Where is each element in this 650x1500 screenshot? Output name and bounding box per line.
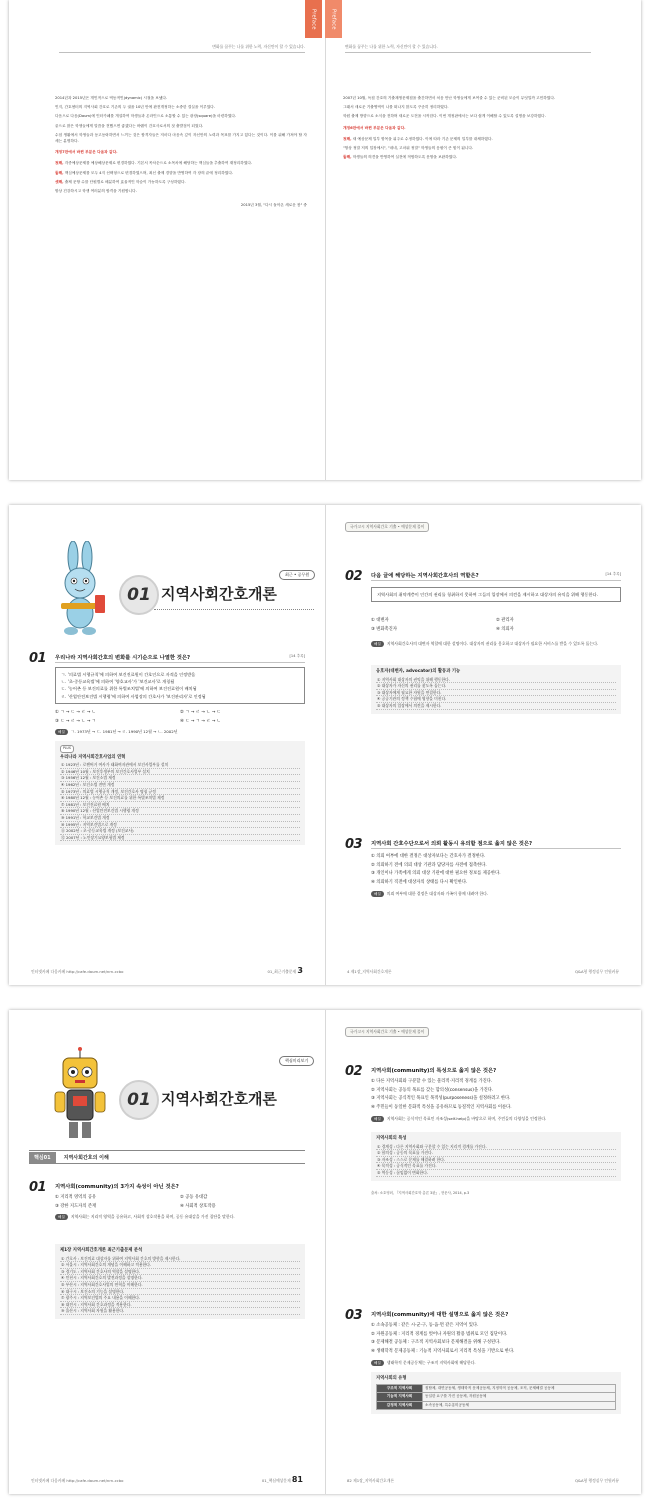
options <box>371 617 621 634</box>
statement: ㄷ. '농어촌 등 보건의료를 위한 특별조치법'에 의하여 보건진료원이 배치됨 <box>61 686 197 692</box>
preface-quote: "항상 정말 저의 입장에서", "네네, 고마워 정말" 학생들의 응원이 큰 힘이 됩니다. <box>343 146 474 151</box>
table-cell: 구조적 지역사회 <box>377 1384 423 1393</box>
question-number: 02 <box>345 1064 363 1079</box>
preface-item <box>55 179 307 185</box>
preface-signature: 2015년 3월, "다시 돌아온 새로운 봄" 중 <box>240 203 307 208</box>
chapter-title: 지역사회간호개론 <box>161 585 277 603</box>
table-cell: 동일한 요구를 가진 공동체, 자원공동체 <box>423 1393 616 1402</box>
tip-item: ② 서울시 : 지역사회간호의 개념을 이해하고 적용한다. <box>60 1262 300 1269</box>
table-row <box>377 1393 616 1402</box>
statement: ㄱ. '의료법 시행규칙'에 의하여 보건진료원이 간호인으로 자격을 인정받음 <box>61 672 196 677</box>
answer-tag: 해설 <box>371 641 384 647</box>
paragraph: 그래서 새로운 기출영역이 나를 떠나지 않도록 꾸준히 정리하였다. <box>343 105 449 110</box>
answer-text: 지역사회는 공식적인 목표인 자조성(self-help)을 바탕으로 하며, 주민들의 다양성을 인정한다. <box>386 1116 547 1121</box>
chapter-badge: 최근 • 공무원 <box>279 570 315 580</box>
plus-tip-box <box>55 741 305 845</box>
question-number: 03 <box>345 1308 363 1323</box>
item-text: 핵심예상문제를 모두 4지 선택형으로 변경하였으며, 최신 출제 경향을 반영하여 각 장의 끝에 정리하였다. <box>64 170 234 175</box>
community-type-table <box>376 1384 616 1411</box>
analysis-box <box>55 1244 305 1319</box>
answer <box>371 1116 621 1122</box>
tip-item: ① 경계성 : 다른 지역사회와 구분할 수 있는 지리적 경계를 가진다. <box>376 1144 616 1151</box>
question-number: 02 <box>345 569 363 584</box>
preface-header: 변화를 꿈꾸는 나를 위한 노력, 자신만이 할 수 있습니다. <box>345 44 591 53</box>
tip-list <box>60 762 300 841</box>
tip-item: ⑩ 1995년 : 지역보건법으로 개정 <box>60 822 300 829</box>
option[interactable]: ① 소속공동체 : 같은 시·군·구, 동·읍·면 같은 지역이 있다. <box>371 1323 479 1328</box>
paragraph: 2007년 10월, 독집 간호의 기출재생문제집을 출간하면서 처음 만난 학생들에게 보여줄 수 있는 준비된 모습이 무엇일까 고민하였다. <box>343 96 556 100</box>
tip-item: ⑨ 울산시 : 지역사회 자원을 활용한다. <box>60 1308 300 1315</box>
section-title: 지역사회간호의 이해 <box>63 1154 109 1161</box>
question-01 <box>29 1182 305 1242</box>
footer-left: 4 제1장_지역사회간호개론 <box>347 969 392 974</box>
page-number: 81 <box>291 1475 303 1484</box>
table-row <box>377 1384 616 1393</box>
item-text: 학생들의 의견을 반영하여 실전에 적합하도록 문항을 보완하였다. <box>352 155 458 160</box>
preface-item <box>343 154 595 160</box>
tip-item: ⑥ 대구시 : 보건소의 기능을 설명한다. <box>60 1289 300 1296</box>
options <box>371 1078 621 1112</box>
answer-tag: 해설 <box>55 729 68 735</box>
tip-item: ⑪ 2002년 : 초·중등교육법 개정 (보건교사) <box>60 828 300 835</box>
item-lead: 둘째, <box>343 155 352 160</box>
item-text: 출제 문항 수를 단원별로 배분하여 효율적인 학습이 가능하도록 구성하였다. <box>64 179 186 184</box>
question-02 <box>345 571 621 801</box>
option[interactable]: ③ ㄷ → ㄹ → ㄴ → ㄱ <box>55 718 96 724</box>
table-cell: 기능적 지역사회 <box>377 1393 423 1402</box>
tip-item: ② 1946년 10월 : 보건후생부의 보건간호사업부 설치 <box>60 769 300 776</box>
source-note: 출처: 소호영외, 『지역사회간호학 총론 3판』, 현문사, 2014, p.3 <box>371 1191 470 1195</box>
paragraph: 인지, 간호센터의 지역사회 간호로 기존의 두 권을 10년 만에 완전개정하는 소중한 결실을 이루었다. <box>55 105 216 110</box>
rabbit-mascot-icon <box>49 541 111 641</box>
page-3 <box>9 505 325 985</box>
tip-item: ① 1923년 : 로젠버거 여사가 태화여자관에서 보건사업부를 설치 <box>60 762 300 769</box>
question-text: 다음 글에 해당하는 지역사회간호사의 역할은? <box>371 573 479 579</box>
tip-item: ① 지역사회 대상자의 권익을 위해 행동한다. <box>376 677 616 684</box>
tip-item: ⑤ 1973년 : 의료법 시행규칙 개정, 보건간호사 명칭 규정 <box>60 789 300 796</box>
options <box>371 853 621 887</box>
preface-item <box>343 136 595 142</box>
answer-tag: 해설 <box>371 1360 384 1366</box>
option[interactable]: ③ 문제해결 공동체 : 구조적 지역사회보다 문제해결을 위해 구성된다. <box>371 1340 501 1345</box>
question-03 <box>345 1310 621 1460</box>
table-title: 지역사회의 유형 <box>376 1376 407 1381</box>
preface-red-heading: 개정6판에서 바뀐 부분은 다음과 같다. <box>343 125 406 130</box>
question-02 <box>345 1066 621 1266</box>
statement: ㄴ. '초·중등교육법'에 의하여 '양호교사'가 '보건교사'로 개칭됨 <box>61 679 175 685</box>
option[interactable]: ④ 생태학적 문제공동체 : 기능적 지역사회로서 지리적 특성을 기반으로 한다. <box>371 1348 515 1354</box>
question-number: 01 <box>29 651 47 666</box>
options <box>55 1194 305 1211</box>
question-number: 03 <box>345 837 363 852</box>
footer-section: 01_핵심예상문제 <box>261 1478 291 1483</box>
paragraph: 끝으로 많은 학생들에게 말씀을 전했으면 좋겠다는 바램이 간호사로서의 첫 출발점이 되었다. <box>55 123 204 128</box>
footer-right: Q&A형 행정실무 인원커뮤 <box>575 1478 619 1483</box>
tip-item: ③ 대상자에게 필요한 자원을 연결한다. <box>376 690 616 697</box>
footer-right <box>267 966 303 975</box>
answer <box>371 641 621 647</box>
question-03 <box>345 839 621 929</box>
option[interactable]: ③ 개인이나 가족에게 의뢰 대상 기관에 대한 필요한 정보를 제공한다. <box>371 871 501 876</box>
chapter-badge: 핵심미리보기 <box>279 1056 314 1066</box>
section-bar <box>29 1150 305 1164</box>
answer-tag: 해설 <box>371 891 384 897</box>
tip-box <box>371 1132 621 1181</box>
tip-list <box>376 1144 616 1177</box>
running-header: 국가고시 지역사회간호 기출 • 예상문제 풀이 <box>345 1027 429 1037</box>
preface-red-heading: 개정7판에서 바뀐 부분은 다음과 같다. <box>55 150 118 155</box>
option[interactable]: ③ 변화촉진자 <box>371 626 397 632</box>
option[interactable]: ③ 강한 지도자의 존재 <box>55 1203 97 1209</box>
divider <box>371 848 621 849</box>
tip-item: ⑥ 1980년 12월 : 농어촌 등 보건의료를 위한 특별조치법 제정 <box>60 795 300 802</box>
option[interactable]: ② 관리자 <box>496 618 514 623</box>
tip-list <box>60 1256 300 1315</box>
preface-left-body <box>55 95 307 208</box>
divider <box>154 609 314 610</box>
tip-title: 제1장 지역사회간호개론 최근기출문제 분석 <box>60 1248 143 1253</box>
question-text: 지역사회(community)의 3가지 속성이 아닌 것은? <box>55 1184 179 1190</box>
tip-item: ⑧ 1990년 12월 : 산업안전보건법 시행령 개정 <box>60 808 300 815</box>
tip-item: ② 합의성 : 공동의 목표를 가진다. <box>376 1150 616 1157</box>
paragraph: 학원 출제 방향으로 소식을 전하며 새로운 도전을 시작한다. 이번 개정판에서는 보다 쉽게 이해할 수 있도록 설명을 보강하였다. <box>343 114 546 119</box>
table-row <box>377 1401 616 1410</box>
option[interactable]: ④ 의뢰자 <box>496 626 514 632</box>
paragraph: 수험 생활에서 학생들과 동고동락하면서 느끼는 것은 합격자들은 저마다 마음속 깊이 자신만의 노력과 목표를 가지고 있다는 것이다. 이를 위해 가져야 할 자세는 분명하다. <box>55 132 307 144</box>
statement: ㄹ. '산업안전보건법 시행령'에 의하여 사업장의 간호사가 '보건관리자'로 인정됨 <box>61 693 206 699</box>
option[interactable]: ① 지리적 영역의 공유 <box>55 1195 97 1200</box>
preface-spread <box>9 0 641 480</box>
type-table-box <box>371 1372 621 1414</box>
preface-header: 변화를 꿈꾸는 나를 위한 노력, 자신만이 할 수 있습니다. <box>59 44 305 53</box>
answer <box>371 1360 621 1366</box>
footer-left: 82 제1장_지역사회간호개론 <box>347 1478 395 1483</box>
statement-box <box>55 667 305 704</box>
page-number: 3 <box>297 966 303 975</box>
preface-item <box>55 160 307 166</box>
option[interactable]: ③ 지역사회는 공식적인 목표인 목적성(purposeness)을 설정하려고 한다. <box>371 1096 511 1101</box>
option[interactable]: ④ 사회적 상호작용 <box>180 1203 216 1209</box>
question-source: [14 추록] <box>605 572 621 576</box>
item-text: 각종예상문제를 예상해상문제로 변경하였다. 기본서 목차순으로 소목차에 해당하는 핵심들을 추출하여 재정리하였다. <box>64 161 253 166</box>
question-text: 지역사회 간호수단으로서 의뢰 활동시 유의할 점으로 옳지 않은 것은? <box>371 841 533 847</box>
option[interactable]: ④ 의뢰하기 직전에 대상자의 상태를 다시 확인한다. <box>371 879 468 885</box>
tip-box <box>371 665 621 714</box>
table-cell: 집합체, 대면공동체, 생태학적 문제공동체, 지정학적 공동체, 조직, 문제해결 공동체 <box>423 1384 616 1393</box>
preface-right-page <box>325 0 641 480</box>
item-lead: 둘째, <box>55 170 64 175</box>
table-cell: 소속공동체, 특수흥미공동체 <box>423 1401 616 1410</box>
tip-item: ① 간호사 : 보건의료 대상자를 위하여 지역사회 간호의 방향을 제시한다. <box>60 1256 300 1263</box>
answer-text: 지역사회는 지리적 영역을 공유하고, 사회적 상호작용을 하며, 공동 유대감을 가진 집단을 말한다. <box>70 1214 235 1219</box>
running-header: 국가고시 지역사회간호 기출 • 예상문제 풀이 <box>345 522 429 532</box>
chapter-number: 01 <box>119 575 159 615</box>
preface-left-page <box>9 0 325 480</box>
question-text: 지역사회(community)의 특성으로 옳지 않은 것은? <box>371 1068 497 1074</box>
tip-item: ⑦ 1981년 : 보건진료원 배치 <box>60 802 300 809</box>
divider <box>55 662 305 663</box>
section-tag: 핵심01 <box>29 1152 56 1163</box>
options <box>55 709 305 726</box>
answer <box>55 729 305 735</box>
item-lead: 첫째, <box>343 136 352 141</box>
option[interactable]: ② ㄱ → ㄹ → ㄴ → ㄷ <box>180 710 221 715</box>
page-82 <box>325 1010 641 1494</box>
paragraph: 다음으로 다음(Daum)에 인터카페를 개설하여 학생들과 온라인으로 소통할 수 있는 광장(square)을 마련하였다. <box>55 114 237 119</box>
option[interactable]: ② 공동 유대감 <box>180 1195 208 1200</box>
page-81 <box>9 1010 325 1494</box>
chapter-spread-1 <box>9 505 641 985</box>
tip-item: ⑫ 2007년 : 노인장기요양보험법 제정 <box>60 835 300 842</box>
footer-section: 01_최근기출문제 <box>267 969 297 974</box>
options <box>371 1322 621 1356</box>
tip-item: ⑤ 부산시 : 지역사회간호사업의 연혁을 이해한다. <box>60 1282 300 1289</box>
answer-text: 의뢰 여부에 대한 결정은 대상자와 가족이 함께 내려야 한다. <box>386 891 489 896</box>
answer <box>371 891 621 897</box>
table-cell: 감정적 지역사회 <box>377 1401 423 1410</box>
question-number: 01 <box>29 1180 47 1195</box>
option[interactable]: ② 의뢰하기 전에 의뢰 대상 기관과 담당자를 사전에 접촉한다. <box>371 862 487 868</box>
answer-text: 지역사회간호사의 대변자 역할에 대한 설명이다. 대상자의 권리를 옹호하고 대상자가 필요한 서비스를 받을 수 있도록 돕는다. <box>386 641 599 646</box>
answer <box>55 1214 305 1220</box>
answer-text: 생태학적 문제공동체는 구조적 지역사회에 해당한다. <box>386 1360 476 1365</box>
tip-title: 지역사회의 특성 <box>376 1136 407 1141</box>
tip-item: ⑤ 대상자의 입장에서 의견을 제시한다. <box>376 703 616 710</box>
tip-item: ④ 인천시 : 지역사회간호의 발전과정을 설명한다. <box>60 1275 300 1282</box>
footer-right <box>262 1475 303 1484</box>
chapter-number: 01 <box>119 1080 159 1120</box>
preface-tab: Preface <box>305 0 322 38</box>
tip-title: 옹호자(대변자, advocator)의 활동과 기능 <box>376 669 461 674</box>
preface-right-body <box>343 95 595 163</box>
tip-item: ⑨ 1991년 : 학교보건법 개정 <box>60 815 300 822</box>
option[interactable]: ② 자원공동체 : 지리적 경계를 벗어나 자원의 활용 범위로 모인 집단이다. <box>371 1331 508 1337</box>
divider <box>371 580 621 581</box>
answer-tag: 해설 <box>371 1116 384 1122</box>
tip-item: ③ 경기도 : 지역사회 간호사의 역할을 설명한다. <box>60 1269 300 1276</box>
footer-left: 인터넷카페 다음카페 http://cafe.daum.net/nrn-ccbo <box>31 1478 124 1483</box>
option[interactable]: ④ 주민들이 동일한 문화적 특성을 공유하므로 동질적인 지역사회를 이룬다. <box>371 1104 512 1110</box>
option[interactable]: ② 지역사회는 공동의 목표를 갖는 합의성(consensus)을 가진다. <box>371 1087 494 1093</box>
preface-item <box>55 170 307 176</box>
item-lead: 셋째, <box>55 179 64 184</box>
tip-list <box>376 677 616 710</box>
option[interactable]: ① 대변자 <box>371 618 389 623</box>
item-text: 새 예상문제 일부 항목을 위주로 수정하였다. 이에 따라 기존 문제의 일부를 대체하였다. <box>352 136 493 141</box>
tip-item: ⑧ 대전시 : 지역사회 간호과정을 적용한다. <box>60 1302 300 1309</box>
plus-badge: PLUS <box>60 745 74 753</box>
option[interactable]: ① ㄱ → ㄷ → ㄹ → ㄴ <box>55 710 96 715</box>
paragraph: 항상 건강하시고 학생 여러분의 합격을 기원합니다. <box>55 189 137 194</box>
option[interactable]: ① 의뢰 여부에 대한 결정은 대상자보다는 간호사가 결정한다. <box>371 854 486 859</box>
answer-text: ㄱ. 1973년 → ㄷ. 1981년 → ㄹ. 1990년 12월 → ㄴ. 2002년 <box>70 729 178 734</box>
tip-item: ③ 1956년 12월 : 보건소법 제정 <box>60 775 300 782</box>
robot-mascot-icon <box>49 1046 111 1146</box>
tip-item: ② 대상자가 자신의 권리를 찾도록 돕는다. <box>376 683 616 690</box>
question-text: 지역사회(community)에 대한 설명으로 옳지 않은 것은? <box>371 1312 509 1318</box>
question-source: [14 추록] <box>289 654 305 658</box>
tip-title: 우리나라 지역사회간호사업의 연혁 <box>60 754 126 760</box>
tip-item: ③ 자조성 : 스스로 문제를 해결하려 한다. <box>376 1157 616 1164</box>
tip-item: ⑦ 광주시 : 지역보건법의 주요 내용을 이해한다. <box>60 1295 300 1302</box>
footer-right: Q&A형 행정실무 인원커뮤 <box>575 969 619 974</box>
chapter-header <box>49 523 310 643</box>
tip-item: ④ 목적성 : 공식적인 목표를 가진다. <box>376 1163 616 1170</box>
chapter-spread-2 <box>9 1010 641 1494</box>
preface-tab: Preface <box>325 0 342 38</box>
item-lead: 첫째, <box>55 161 64 166</box>
tip-item: ④ 1962년 : 보건소법 전면 개정 <box>60 782 300 789</box>
question-text: 우리나라 지역사회간호의 변화를 시기순으로 나열한 것은? <box>55 655 191 661</box>
page-4 <box>325 505 641 985</box>
tip-item: ④ 공공기관의 정책 수립에 영향을 미친다. <box>376 696 616 703</box>
footer-left: 인터넷카페 다음카페 http://cafe.daum.net/nrn-ccbo <box>31 969 124 974</box>
paragraph: 2014년과 2015년은 개인적으로 역동적인(dynamic) 시절을 보냈다. <box>55 96 168 100</box>
passage-box: 지역사회의 취약계층이 인간의 권리를 청취하지 못하여 그들의 입장에서 의견을 제시하고 대상자의 유익을 위해 행동한다. <box>371 587 621 602</box>
tip-item: ⑤ 역동성 : 끊임없이 변화한다. <box>376 1170 616 1177</box>
option[interactable]: ① 다른 지역사회와 구분할 수 있는 물리적·지리적 경계를 가진다. <box>371 1079 493 1084</box>
chapter-title: 지역사회간호개론 <box>161 1090 277 1108</box>
chapter-header <box>49 1028 309 1148</box>
option[interactable]: ④ ㄷ → ㄱ → ㄹ → ㄴ <box>180 718 221 724</box>
answer-tag: 해설 <box>55 1214 68 1220</box>
